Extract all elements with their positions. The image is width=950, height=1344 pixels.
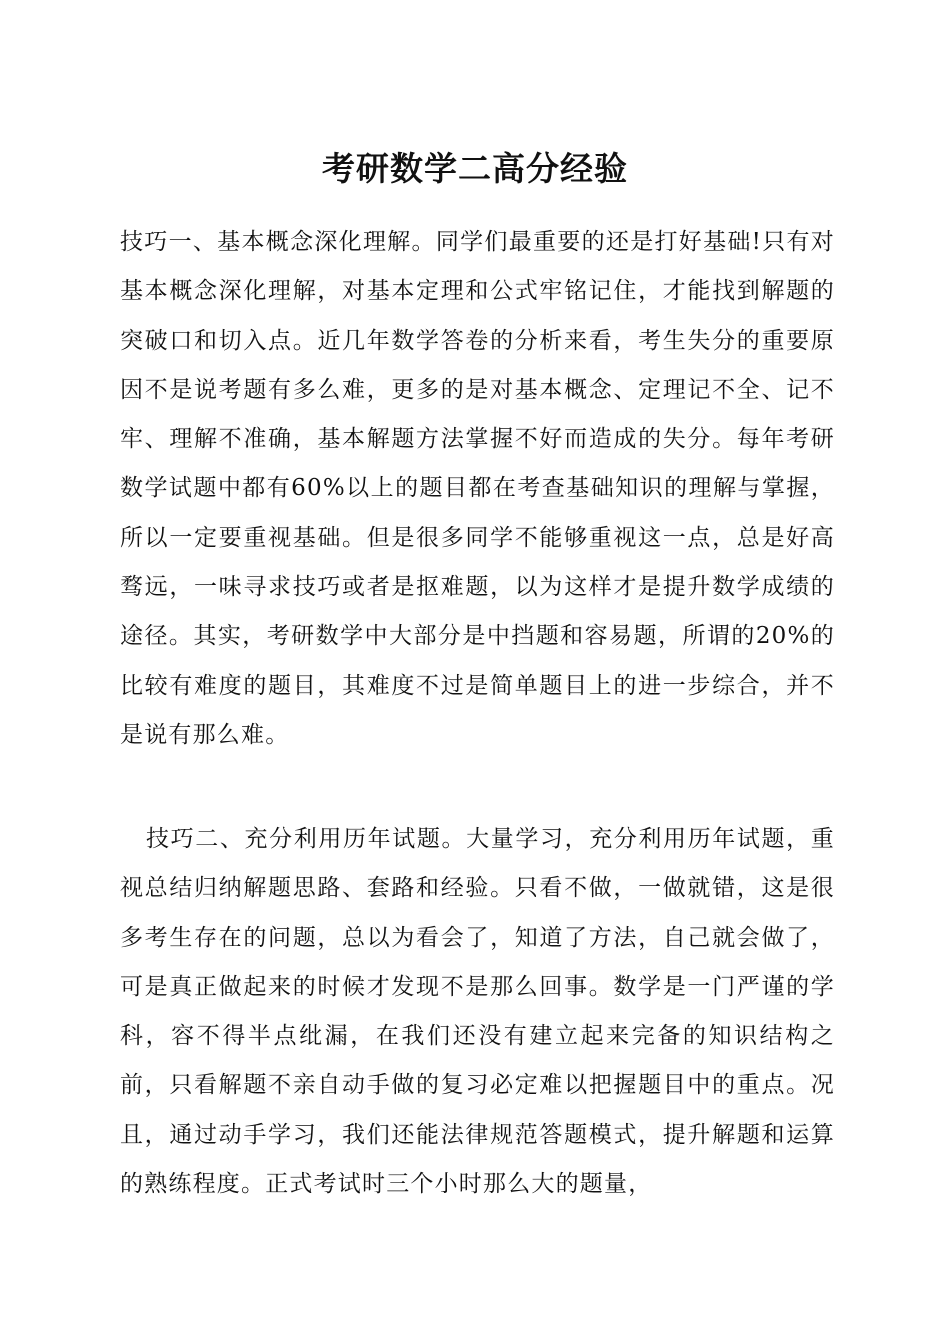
paragraph-technique-one: 技巧一、基本概念深化理解。同学们最重要的还是打好基础!只有对基本概念深化理解，对基本定理和公式牢铭记住，才能找到解题的突破口和切入点。近几年数学答卷的分析来看，考生失分的重要原因不是说考题有多么难，更多的是对基本概念、定理记不全、记不牢、理解不准确，基本解题方法掌握不好而造成的失分。每年考研数学试题中都有60%以上的题目都在考查基础知识的理解与掌握，所以一定要重视基础。但是很多同学不能够重视这一点，总是好高骛远，一味寻求技巧或者是抠难题，以为这样才是提升数学成绩的途径。其实，考研数学中大部分是中挡题和容易题，所谓的20%的比较有难度的题目，其难度不过是简单题目上的进一步综合，并不是说有那么难。 <box>120 229 835 748</box>
paragraph-technique-two: 技巧二、充分利用历年试题。大量学习，充分利用历年试题，重视总结归纳解题思路、套路和经验。只看不做，一做就错，这是很多考生存在的问题，总以为看会了，知道了方法，自己就会做了，可是真正做起来的时候才发现不是那么回事。数学是一门严谨的学科，容不得半点纰漏，在我们还没有建立起来完备的知识结构之前，只看解题不亲自动手做的复习必定难以把握题目中的重点。况且，通过动手学习，我们还能法律规范答题模式，提升解题和运算的熟练程度。正式考试时三个小时那么大的题量， <box>120 826 835 1198</box>
document-title: 考研数学二高分经验 <box>322 149 628 188</box>
